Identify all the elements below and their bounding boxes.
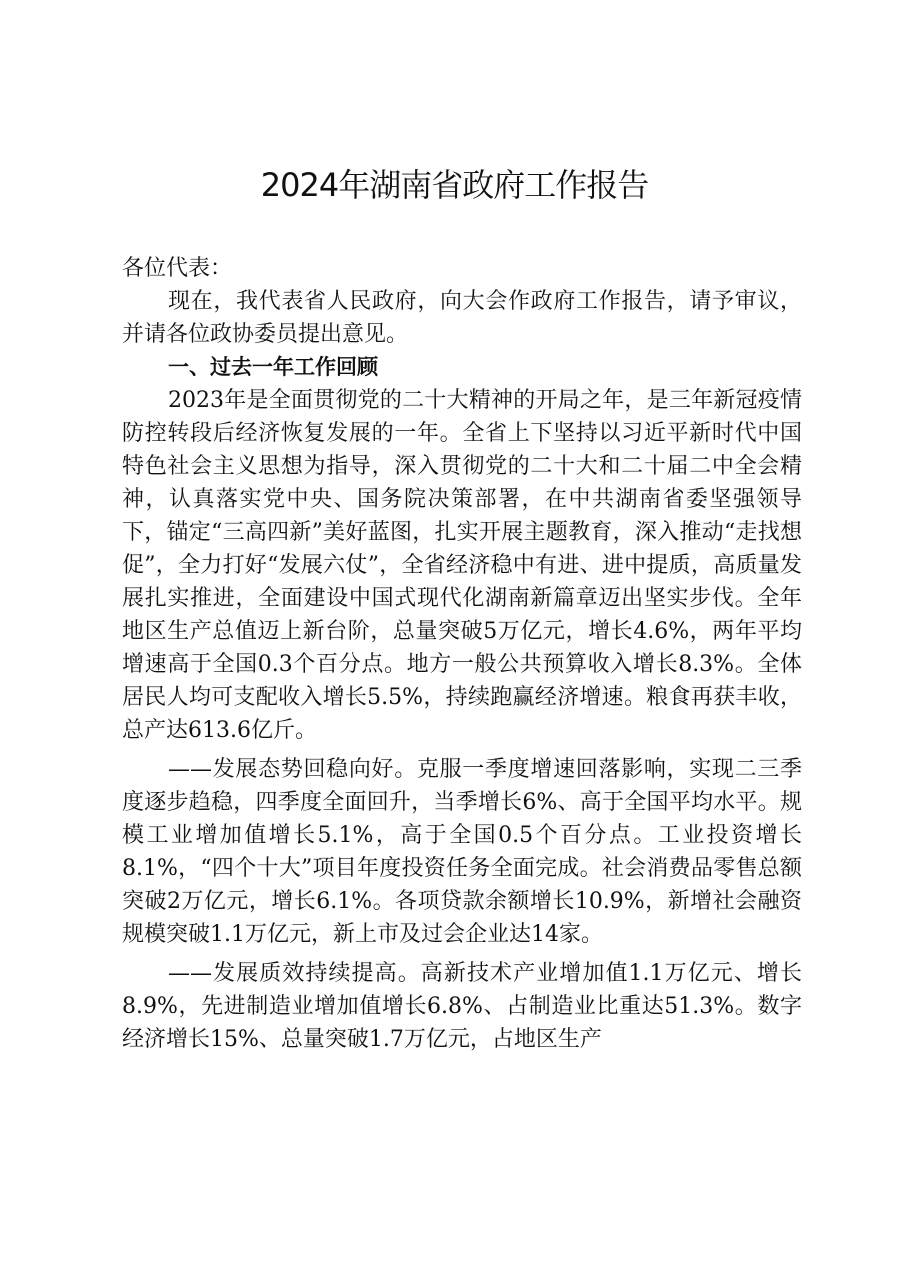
section-heading: 一、过去一年工作回顾	[168, 355, 378, 379]
salutation: 各位代表：	[122, 256, 233, 281]
paragraph-development-quality: ——发展质效持续提高。高新技术产业增加值1.1万亿元、增长8.9%，先进制造业增加值增长6.8%、占制造业比重达51.3%。数字经济增长15%、总量突破1.7万亿元，占地区生产	[122, 961, 802, 1052]
document-body	[122, 252, 802, 1056]
paragraph-development-trend: ——发展态势回稳向好。克服一季度增速回落影响，实现二三季度逐步趋稳，四季度全面回升，当季增长6%、高于全国平均水平。规模工业增加值增长5.1%，高于全国0.5个百分点。工业投资增长8.1%，“四个十大”项目年度投资任务全面完成。社会消费品零售总额突破2万亿元，增长6.1%。各项贷款余额增长10.9%，新增社会融资规模突破1.1万亿元，新上市及过会企业达14家。	[122, 757, 802, 947]
paragraph-overview: 2023年是全面贯彻党的二十大精神的开局之年，是三年新冠疫情防控转段后经济恢复发展的一年。全省上下坚持以习近平新时代中国特色社会主义思想为指导，深入贯彻党的二十大和二十届二中全会精神，认真落实党中央、国务院决策部署，在中共湖南省委坚强领导下，锚定“三高四新”美好蓝图，扎实开展主题教育，深入推动“走找想促”，全力打好“发展六仗”，全省经济稳中有进、进中提质，高质量发展扎实推进，全面建设中国式现代化湖南新篇章迈出坚实步伐。全年地区生产总值迈上新台阶，总量突破5万亿元，增长4.6%，两年平均增速高于全国0.3个百分点。地方一般公共预算收入增长8.3%。全体居民人均可支配收入增长5.5%，持续跑赢经济增速。粮食再获丰收，总产达613.6亿斤。	[122, 388, 802, 743]
document-title: 2024年湖南省政府工作报告	[260, 166, 649, 204]
intro-paragraph: 现在，我代表省人民政府，向大会作政府工作报告，请予审议，并请各位政协委员提出意见。	[122, 289, 802, 347]
